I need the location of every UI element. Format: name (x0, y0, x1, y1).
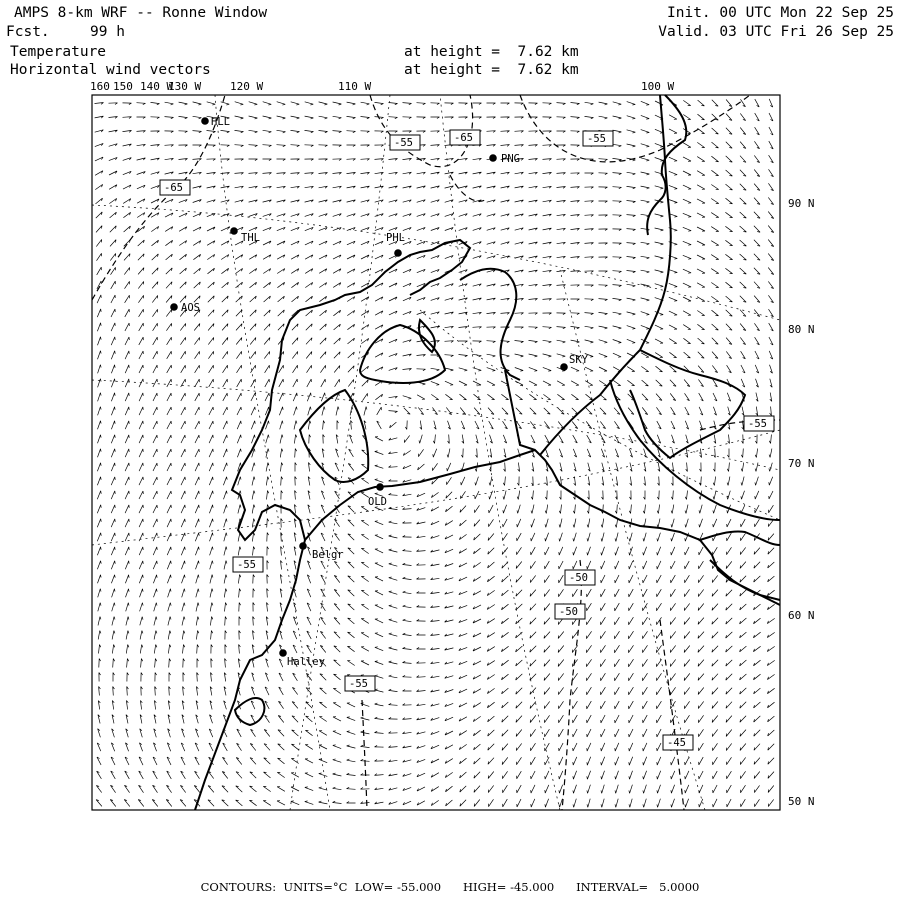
coastline (647, 95, 686, 235)
field-temperature: Temperature (10, 44, 107, 60)
map-title: AMPS 8-km WRF -- Ronne Window (14, 5, 268, 21)
longitude-label: 110 W (338, 80, 372, 93)
contour-value-label (450, 130, 480, 145)
station-marker (376, 483, 384, 491)
longitude-label: 130 W (168, 80, 202, 93)
height-wind: at height = 7.62 km (404, 62, 579, 78)
station-marker (230, 227, 238, 235)
contour-value-label (565, 570, 595, 585)
contour-line (92, 95, 225, 300)
longitude-labels (90, 80, 674, 93)
height-temperature: at height = 7.62 km (404, 44, 579, 60)
contour-value-label (160, 180, 190, 195)
contour-value-label (583, 131, 613, 146)
field-wind-vectors: Horizontal wind vectors (10, 62, 211, 78)
contour-line (450, 175, 485, 201)
station-label: OLD (368, 496, 387, 508)
svg-text:-50: -50 (559, 606, 578, 618)
svg-text:-65: -65 (164, 182, 183, 194)
wind-vector-field (95, 99, 775, 807)
coastline (195, 240, 470, 810)
contour-value-label (555, 604, 585, 619)
latitude-labels (788, 197, 815, 808)
graticule-line (560, 270, 705, 810)
contour-value-label (390, 135, 420, 150)
longitude-label: 100 W (641, 80, 675, 93)
init-time: Init. 00 UTC Mon 22 Sep 25 (667, 5, 894, 21)
contour-value-label (233, 557, 263, 572)
coastline (700, 532, 780, 545)
station-label: Belgr (312, 549, 344, 561)
contour-legend: CONTOURS: UNITS=°C LOW= -55.000 HIGH= -45.000 INTERVAL= 5.0000 (200, 880, 700, 894)
graticule-line (215, 95, 330, 810)
coastline (540, 95, 671, 455)
graticule-line (92, 430, 780, 545)
contour-line (362, 700, 367, 810)
station-marker (279, 649, 287, 657)
contour-line (562, 560, 581, 810)
station-label: THL (241, 232, 260, 244)
station-marker (489, 154, 497, 162)
svg-text:-55: -55 (748, 418, 767, 430)
contour-labels (160, 130, 774, 750)
contour-value-label (345, 676, 375, 691)
stations (170, 116, 588, 668)
svg-text:-55: -55 (349, 678, 368, 690)
longitude-label: 140 W (140, 80, 174, 93)
forecast-hours: 99 h (90, 24, 125, 40)
latitude-label: 70 N (788, 457, 815, 470)
station-label: HLL (211, 116, 230, 128)
forecast-label: Fcst. (6, 24, 50, 40)
latitude-label: 60 N (788, 609, 815, 622)
graticule-line (420, 310, 780, 520)
station-label: SKY (569, 354, 588, 366)
longitude-label: 150 (113, 80, 133, 93)
svg-text:-50: -50 (569, 572, 588, 584)
station-marker (560, 363, 568, 371)
station-marker (299, 542, 307, 550)
station-marker (201, 117, 209, 125)
longitude-label: 120 W (230, 80, 264, 93)
svg-text:-55: -55 (394, 137, 413, 149)
valid-time: Valid. 03 UTC Fri 26 Sep 25 (658, 24, 894, 40)
svg-text:-55: -55 (587, 133, 606, 145)
station-label: Halley (287, 656, 325, 668)
contour-value-label (744, 416, 774, 431)
svg-text:-45: -45 (667, 737, 686, 749)
contour-line (520, 95, 750, 162)
longitude-label: 160 (90, 80, 110, 93)
latitude-label: 90 N (788, 197, 815, 210)
contour-line (660, 620, 684, 810)
latitude-label: 50 N (788, 795, 815, 808)
svg-text:-55: -55 (237, 559, 256, 571)
station-label: PHL (386, 232, 405, 244)
svg-text:-65: -65 (454, 132, 473, 144)
station-marker (394, 249, 402, 257)
latitude-label: 80 N (788, 323, 815, 336)
station-label: PNG (501, 153, 520, 165)
station-label: AOS (181, 302, 200, 314)
wind-vectors (95, 99, 775, 807)
coastline (305, 450, 780, 605)
contour-value-label (663, 735, 693, 750)
station-marker (170, 303, 178, 311)
